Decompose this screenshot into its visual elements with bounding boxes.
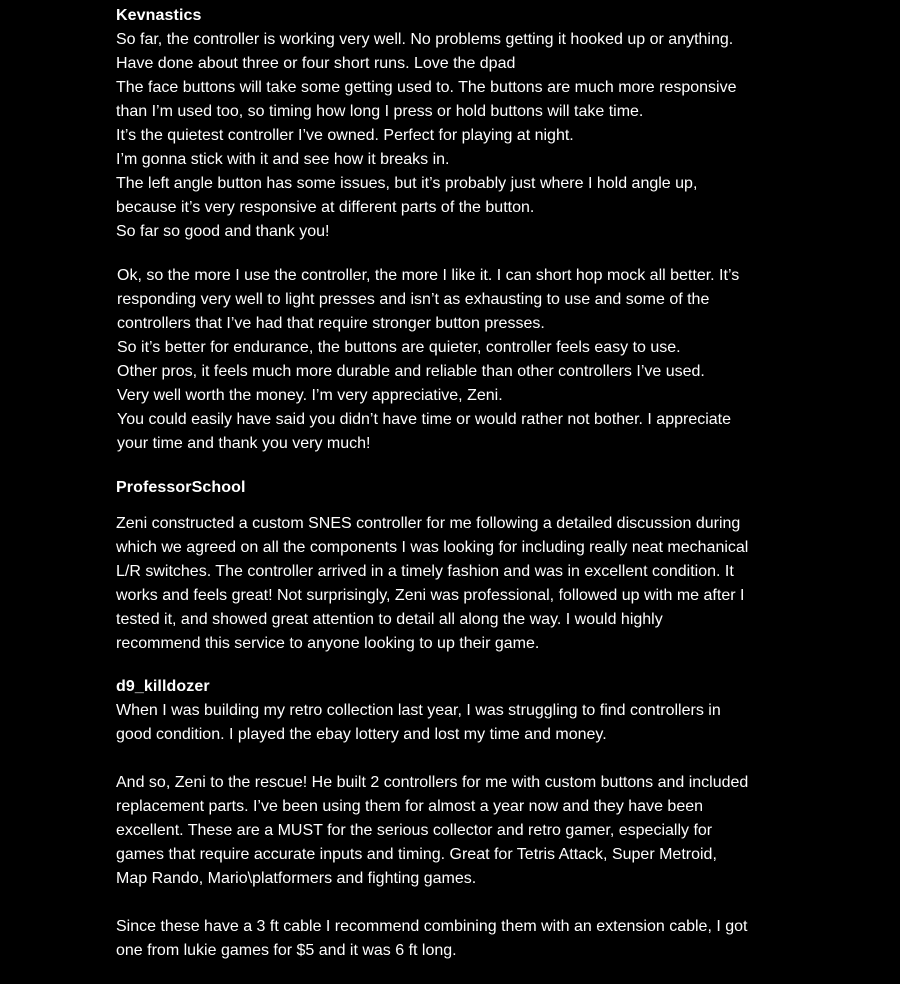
- review-line: replacement parts. I’ve been using them for almost a year now and they have been: [116, 798, 704, 815]
- review-line: You could easily have said you didn’t have time or would rather not bother. I appreciate: [117, 411, 732, 428]
- review-professorschool: [116, 478, 806, 656]
- paragraph-gap: [116, 891, 806, 915]
- review-line: So far, the controller is working very well. No problems getting it hooked up or anything.: [116, 31, 734, 48]
- review-line: So it’s better for endurance, the buttons are quieter, controller feels easy to use.: [117, 339, 681, 356]
- paragraph-gap: [116, 747, 806, 771]
- review-line: tested it, and showed great attention to detail all along the way. I would highly: [116, 611, 663, 628]
- review-line: So far so good and thank you!: [116, 223, 330, 240]
- review-line: Since these have a 3 ft cable I recommend combining them with an extension cable, I got: [116, 918, 748, 935]
- review-line: When I was building my retro collection last year, I was struggling to find controllers in: [116, 702, 721, 719]
- review-line: Have done about three or four short runs. Love the dpad: [116, 55, 516, 72]
- review-line: than I’m used too, so timing how long I press or hold buttons will take time.: [116, 103, 644, 120]
- review-author: Kevnastics: [116, 7, 202, 24]
- review-line: Zeni constructed a custom SNES controller for me following a detailed discussion during: [116, 515, 741, 532]
- review-line: Map Rando, Mario\platformers and fighting games.: [116, 870, 477, 887]
- review-d9-killdozer: [116, 677, 806, 963]
- review-line: because it’s very responsive at different parts of the button.: [116, 199, 535, 216]
- review-line: one from lukie games for $5 and it was 6 ft long.: [116, 942, 457, 959]
- review-line: games that require accurate inputs and timing. Great for Tetris Attack, Super Metroid,: [116, 846, 717, 863]
- review-line: which we agreed on all the components I was looking for including really neat mechanical: [116, 539, 749, 556]
- review-line: works and feels great! Not surprisingly, Zeni was professional, followed up with me after I: [116, 587, 745, 604]
- review-kevnastics: [116, 6, 806, 244]
- review-line: excellent. These are a MUST for the serious collector and retro gamer, especially for: [116, 822, 713, 839]
- review-line: recommend this service to anyone looking to up their game.: [116, 635, 540, 652]
- review-line: And so, Zeni to the rescue! He built 2 controllers for me with custom buttons and included: [116, 774, 749, 791]
- review-kevnastics-followup: [117, 264, 807, 456]
- review-line: The face buttons will take some getting used to. The buttons are much more responsive: [116, 79, 737, 96]
- review-line: controllers that I’ve had that require stronger button presses.: [117, 315, 545, 332]
- review-author: d9_killdozer: [116, 678, 210, 695]
- review-line: L/R switches. The controller arrived in a timely fashion and was in excellent condition. It: [116, 563, 734, 580]
- review-author: ProfessorSchool: [116, 479, 246, 496]
- review-line: Very well worth the money. I’m very appreciative, Zeni.: [117, 387, 503, 404]
- review-line: I’m gonna stick with it and see how it breaks in.: [116, 151, 450, 168]
- review-line: It’s the quietest controller I’ve owned. Perfect for playing at night.: [116, 127, 574, 144]
- review-line: The left angle button has some issues, but it’s probably just where I hold angle up,: [116, 175, 698, 192]
- review-line: responding very well to light presses and isn’t as exhausting to use and some of the: [117, 291, 710, 308]
- review-line: Other pros, it feels much more durable and reliable than other controllers I’ve used.: [117, 363, 705, 380]
- review-line: good condition. I played the ebay lottery and lost my time and money.: [116, 726, 607, 743]
- review-line: Ok, so the more I use the controller, the more I like it. I can short hop mock all better. It’s: [117, 267, 740, 284]
- review-line: your time and thank you very much!: [117, 435, 371, 452]
